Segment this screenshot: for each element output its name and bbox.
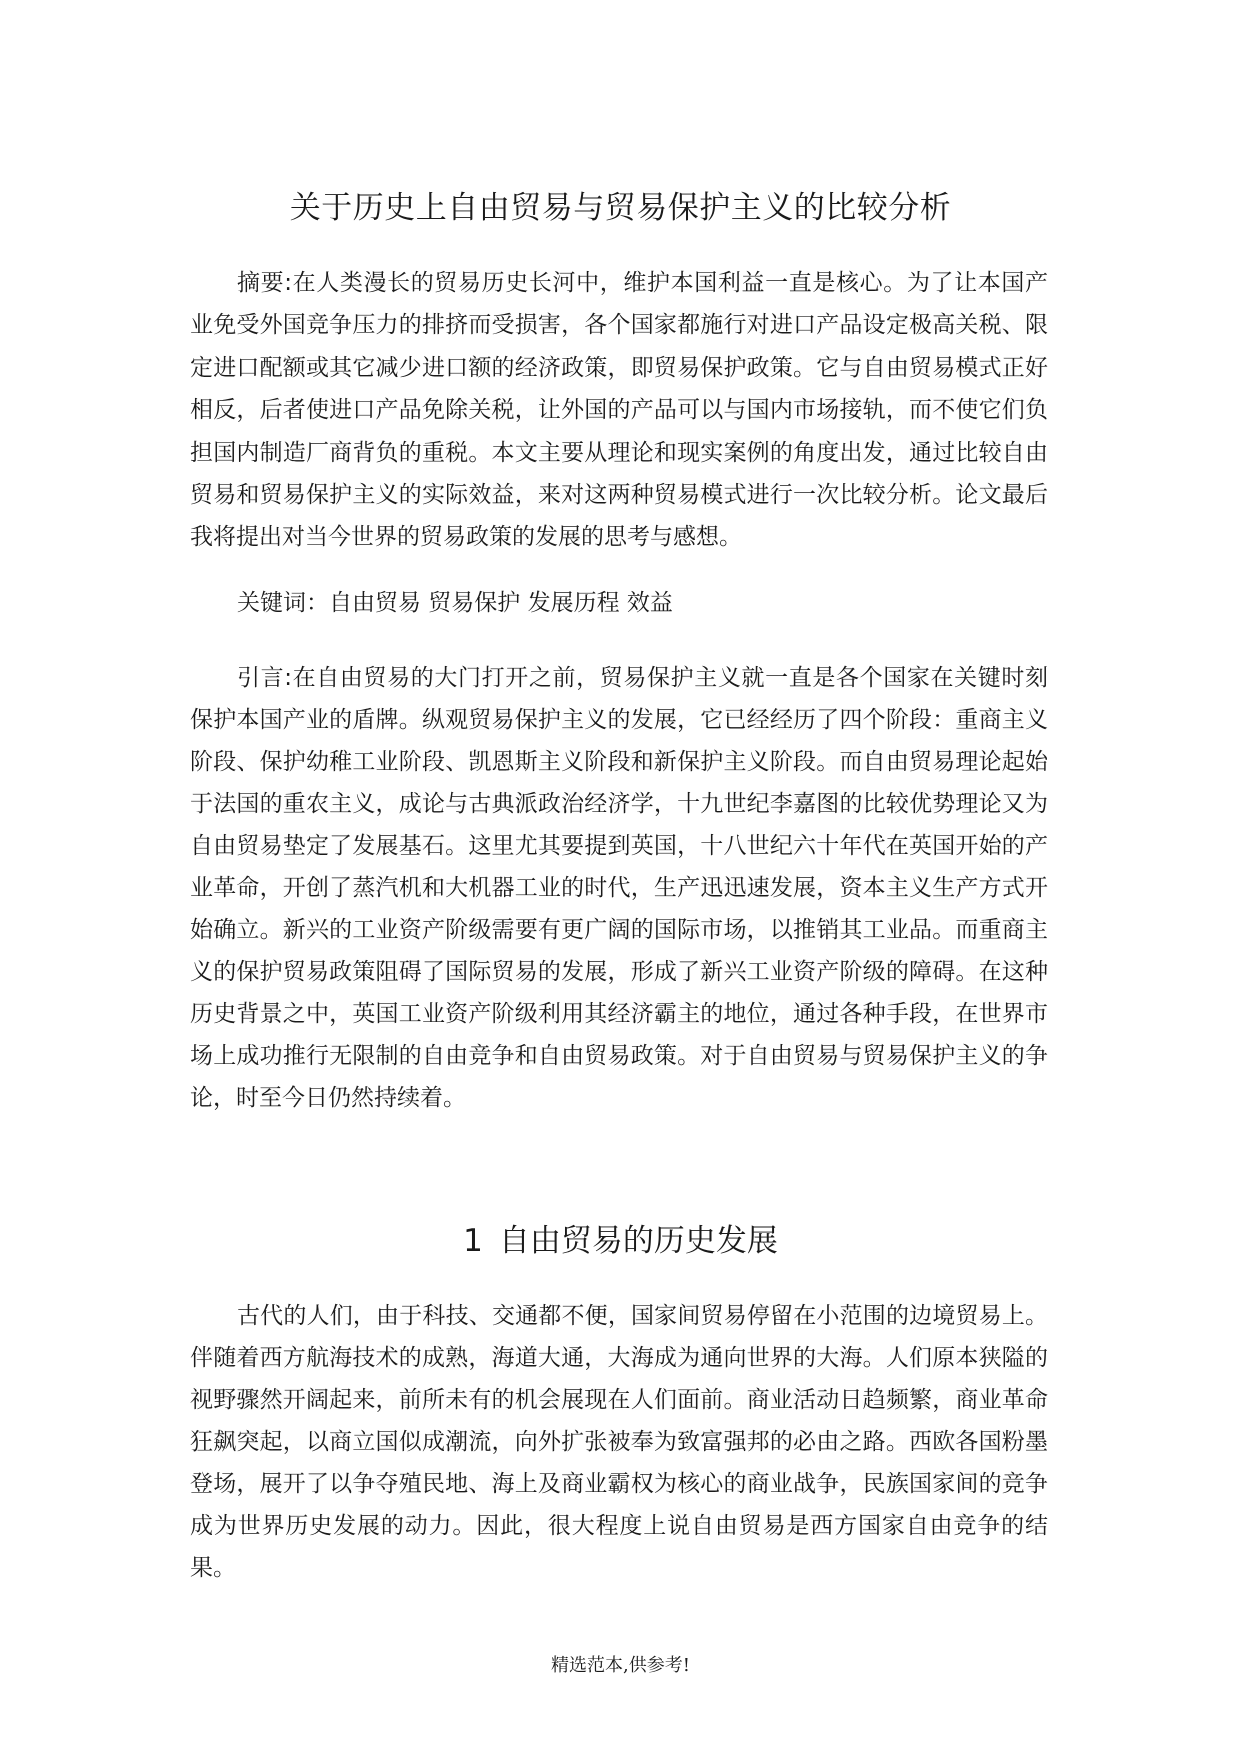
keywords-text: 自由贸易 贸易保护 发展历程 效益	[329, 590, 673, 616]
keywords-label: 关键词：	[237, 590, 329, 616]
section-1-heading	[0, 1219, 1241, 1263]
abstract-paragraph	[190, 262, 1048, 559]
document-title: 关于历史上自由贸易与贸易保护主义的比较分析	[289, 190, 952, 226]
keywords-line	[190, 585, 1048, 621]
section-1-title: 自由贸易的历史发展	[498, 1223, 778, 1259]
abstract-label: 摘要:	[237, 270, 292, 296]
section-1-paragraph: 古代的人们，由于科技、交通都不便，国家间贸易停留在小范围的边境贸易上。伴随着西方航海技术的成熟，海道大通，大海成为通向世界的大海。人们原本狭隘的视野骤然开阔起来，前所未有的机会展现在人们面前。商业活动日趋频繁，商业革命狂飙突起，以商立国似成潮流，向外扩张被奉为致富强邦的必由之路。西欧各国粉墨登场，展开了以争夺殖民地、海上及商业霸权为核心的商业战争，民族国家间的竞争成为世界历史发展的动力。因此，很大程度上说自由贸易是西方国家自由竞争的结果。	[190, 1303, 1048, 1581]
introduction-text: 在自由贸易的大门打开之前，贸易保护主义就一直是各个国家在关键时刻保护本国产业的盾牌。纵观贸易保护主义的发展，它已经经历了四个阶段：重商主义阶段、保护幼稚工业阶段、凯恩斯主义阶段和新保护主义阶段。而自由贸易理论起始于法国的重农主义，成论与古典派政治经济学，十九世纪李嘉图的比较优势理论又为自由贸易垫定了发展基石。这里尤其要提到英国，十八世纪六十年代在英国开始的产业革命，开创了蒸汽机和大机器工业的时代，生产迅迅速发展，资本主义生产方式开始确立。新兴的工业资产阶级需要有更广阔的国际市场，以推销其工业品。而重商主义的保护贸易政策阻碍了国际贸易的发展，形成了新兴工业资产阶级的障碍。在这种历史背景之中，英国工业资产阶级利用其经济霸主的地位，通过各种手段，在世界市场上成功推行无限制的自由竞争和自由贸易政策。对于自由贸易与贸易保护主义的争论，时至今日仍然持续着。	[190, 665, 1048, 1111]
section-1-number: 1	[463, 1223, 483, 1259]
introduction-label: 引言:	[237, 665, 292, 691]
page-footer: 精选范本,供参考!	[551, 1655, 690, 1676]
introduction-paragraph	[190, 657, 1048, 1119]
abstract-text: 在人类漫长的贸易历史长河中，维护本国利益一直是核心。为了让本国产业免受外国竞争压力的排挤而受损害，各个国家都施行对进口产品设定极高关税、限定进口配额或其它减少进口额的经济政策，即贸易保护政策。它与自由贸易模式正好相反，后者使进口产品免除关税，让外国的产品可以与国内市场接轨，而不使它们负担国内制造厂商背负的重税。本文主要从理论和现实案例的角度出发，通过比较自由贸易和贸易保护主义的实际效益，来对这两种贸易模式进行一次比较分析。论文最后我将提出对当今世界的贸易政策的发展的思考与感想。	[190, 270, 1048, 551]
